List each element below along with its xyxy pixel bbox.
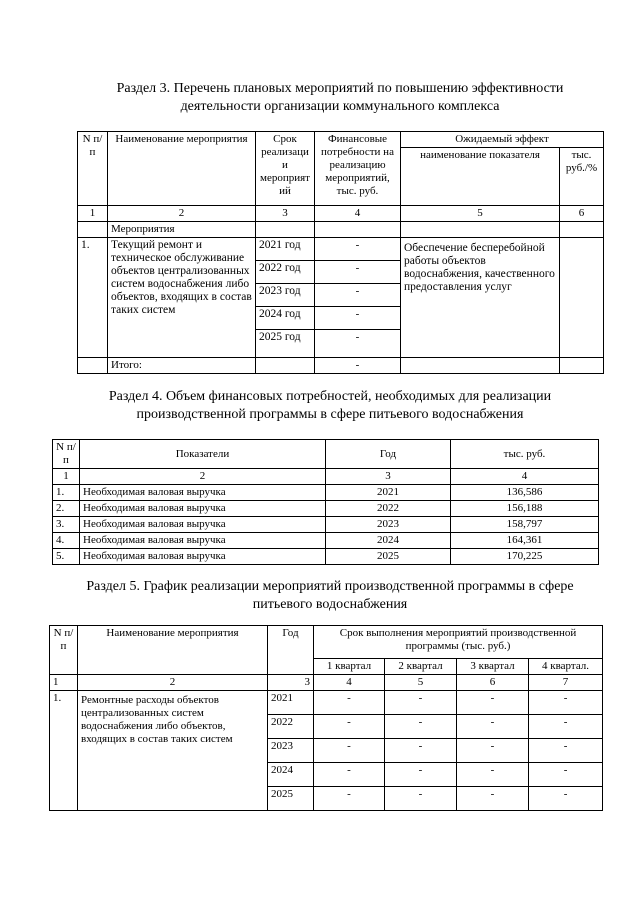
section5-title-line2: питьевого водоснабжения <box>252 597 408 612</box>
s5-q2: - <box>385 691 457 715</box>
s5-q2: - <box>385 715 457 739</box>
s5-q3: - <box>457 763 529 787</box>
s4-indicator: Необходимая валовая выручка <box>80 485 326 501</box>
s4-year: 2022 <box>326 501 451 517</box>
s5-colnum: 7 <box>529 675 603 691</box>
section5-title <box>30 578 630 614</box>
s3-value: - <box>315 284 401 307</box>
s5-item-name: Ремонтные расходы объектов централизованных систем водоснабжения либо объектов, входящих в состав таких систем <box>78 691 268 811</box>
s4-colnum: 4 <box>451 469 599 485</box>
s4-row <box>53 501 599 517</box>
section3-title <box>60 80 620 116</box>
section3-table <box>77 131 604 374</box>
s3-item-name: Текущий ремонт и техническое обслуживание объектов централизованных систем водоснабжения либо объектов, входящих в состав таких систем <box>108 238 256 358</box>
s4-num: 5. <box>53 549 80 565</box>
s4-num: 1. <box>53 485 80 501</box>
s4-colnum: 2 <box>80 469 326 485</box>
s5-q1: - <box>314 787 385 811</box>
s3-year: 2023 год <box>256 284 315 307</box>
s3-year: 2021 год <box>256 238 315 261</box>
s4-indicator: Необходимая валовая выручка <box>80 533 326 549</box>
section3-title-line2: деятельности организации коммунального комплекса <box>180 99 500 114</box>
s5-colnum: 2 <box>78 675 268 691</box>
s5-year: 2021 <box>268 691 314 715</box>
s5-year: 2025 <box>268 787 314 811</box>
s5-header-q4: 4 квартал. <box>529 659 603 675</box>
s3-year: 2022 год <box>256 261 315 284</box>
s4-row <box>53 533 599 549</box>
s3-value: - <box>315 238 401 261</box>
s5-q4: - <box>529 691 603 715</box>
s4-header-indicator: Показатели <box>80 440 326 469</box>
s3-colnum: 5 <box>401 206 560 222</box>
s5-year: 2024 <box>268 763 314 787</box>
s5-q1: - <box>314 715 385 739</box>
s4-colnum: 1 <box>53 469 80 485</box>
s3-item-effect: Обеспечение бесперебойной работы объектов водоснабжения, качественного предоставления услуг <box>401 238 560 358</box>
s3-year: 2025 год <box>256 330 315 358</box>
s5-q1: - <box>314 691 385 715</box>
s5-colnum: 3 <box>268 675 314 691</box>
s3-value: - <box>315 261 401 284</box>
s4-indicator: Необходимая валовая выручка <box>80 501 326 517</box>
s5-header-name: Наименование мероприятия <box>78 626 268 675</box>
s5-header-q3: 3 квартал <box>457 659 529 675</box>
s5-item-num: 1. <box>50 691 78 811</box>
s3-total-value: - <box>315 358 401 374</box>
s4-row <box>53 549 599 565</box>
s3-total-label: Итого: <box>108 358 256 374</box>
s3-year: 2024 год <box>256 307 315 330</box>
s3-colnum: 4 <box>315 206 401 222</box>
s4-year: 2024 <box>326 533 451 549</box>
s5-q1: - <box>314 763 385 787</box>
section5-title-line1: Раздел 5. График реализации мероприятий производственной программы в сфере <box>86 579 574 594</box>
s5-q2: - <box>385 763 457 787</box>
s4-year: 2023 <box>326 517 451 533</box>
s3-header-name: Наименование мероприятия <box>108 132 256 206</box>
s5-colnum: 5 <box>385 675 457 691</box>
s4-indicator: Необходимая валовая выручка <box>80 517 326 533</box>
s5-year: 2022 <box>268 715 314 739</box>
s4-value: 164,361 <box>451 533 599 549</box>
s4-year: 2025 <box>326 549 451 565</box>
s4-header-num: N п/п <box>53 440 80 469</box>
s5-q2: - <box>385 787 457 811</box>
s3-item-num: 1. <box>78 238 108 358</box>
s5-colnum: 6 <box>457 675 529 691</box>
s5-q3: - <box>457 691 529 715</box>
s5-header-q2: 2 квартал <box>385 659 457 675</box>
s3-header-unit: тыс. руб./% <box>560 148 604 206</box>
s5-q3: - <box>457 787 529 811</box>
s5-year: 2023 <box>268 739 314 763</box>
section4-title-line1: Раздел 4. Объем финансовых потребностей, необходимых для реализации <box>108 389 552 404</box>
s3-colnum: 1 <box>78 206 108 222</box>
s5-colnum: 4 <box>314 675 385 691</box>
s3-value: - <box>315 307 401 330</box>
s4-num: 2. <box>53 501 80 517</box>
s4-row <box>53 485 599 501</box>
s5-q3: - <box>457 715 529 739</box>
s4-row <box>53 517 599 533</box>
s5-header-term: Срок выполнения мероприятий производственной программы (тыс. руб.) <box>314 626 603 659</box>
s4-indicator: Необходимая валовая выручка <box>80 549 326 565</box>
section4-title-line2: производственной программы в сфере питьевого водоснабжения <box>136 407 524 422</box>
s3-colnum: 2 <box>108 206 256 222</box>
s5-q4: - <box>529 763 603 787</box>
s5-q4: - <box>529 787 603 811</box>
s3-colnum: 6 <box>560 206 604 222</box>
s4-num: 3. <box>53 517 80 533</box>
s5-colnum: 1 <box>50 675 78 691</box>
s5-q2: - <box>385 739 457 763</box>
section4-title <box>40 388 620 424</box>
s3-group-label: Мероприятия <box>108 222 256 238</box>
section5-table <box>49 625 603 811</box>
s4-header-year: Год <box>326 440 451 469</box>
s4-header-value: тыс. руб. <box>451 440 599 469</box>
s4-value: 158,797 <box>451 517 599 533</box>
s4-value: 156,188 <box>451 501 599 517</box>
s4-value: 136,586 <box>451 485 599 501</box>
s3-header-indicator: наименование показателя <box>401 148 560 206</box>
s3-value: - <box>315 330 401 358</box>
s3-header-finance: Финансовые потребности на реализацию мероприятий, тыс. руб. <box>315 132 401 206</box>
s4-colnum: 3 <box>326 469 451 485</box>
s3-header-term: Срок реализаци и мероприят ий <box>256 132 315 206</box>
s4-value: 170,225 <box>451 549 599 565</box>
s4-num: 4. <box>53 533 80 549</box>
s5-q4: - <box>529 739 603 763</box>
s5-q1: - <box>314 739 385 763</box>
s3-colnum: 3 <box>256 206 315 222</box>
s5-header-num: N п/ п <box>50 626 78 675</box>
s4-year: 2021 <box>326 485 451 501</box>
s5-header-q1: 1 квартал <box>314 659 385 675</box>
s5-q4: - <box>529 715 603 739</box>
s3-header-num: N п/п <box>78 132 108 206</box>
section3-title-line1: Раздел 3. Перечень плановых мероприятий по повышению эффективности <box>116 81 564 96</box>
s5-q3: - <box>457 739 529 763</box>
s3-header-effect: Ожидаемый эффект <box>401 132 604 148</box>
s5-header-year: Год <box>268 626 314 675</box>
section4-table <box>52 439 599 565</box>
